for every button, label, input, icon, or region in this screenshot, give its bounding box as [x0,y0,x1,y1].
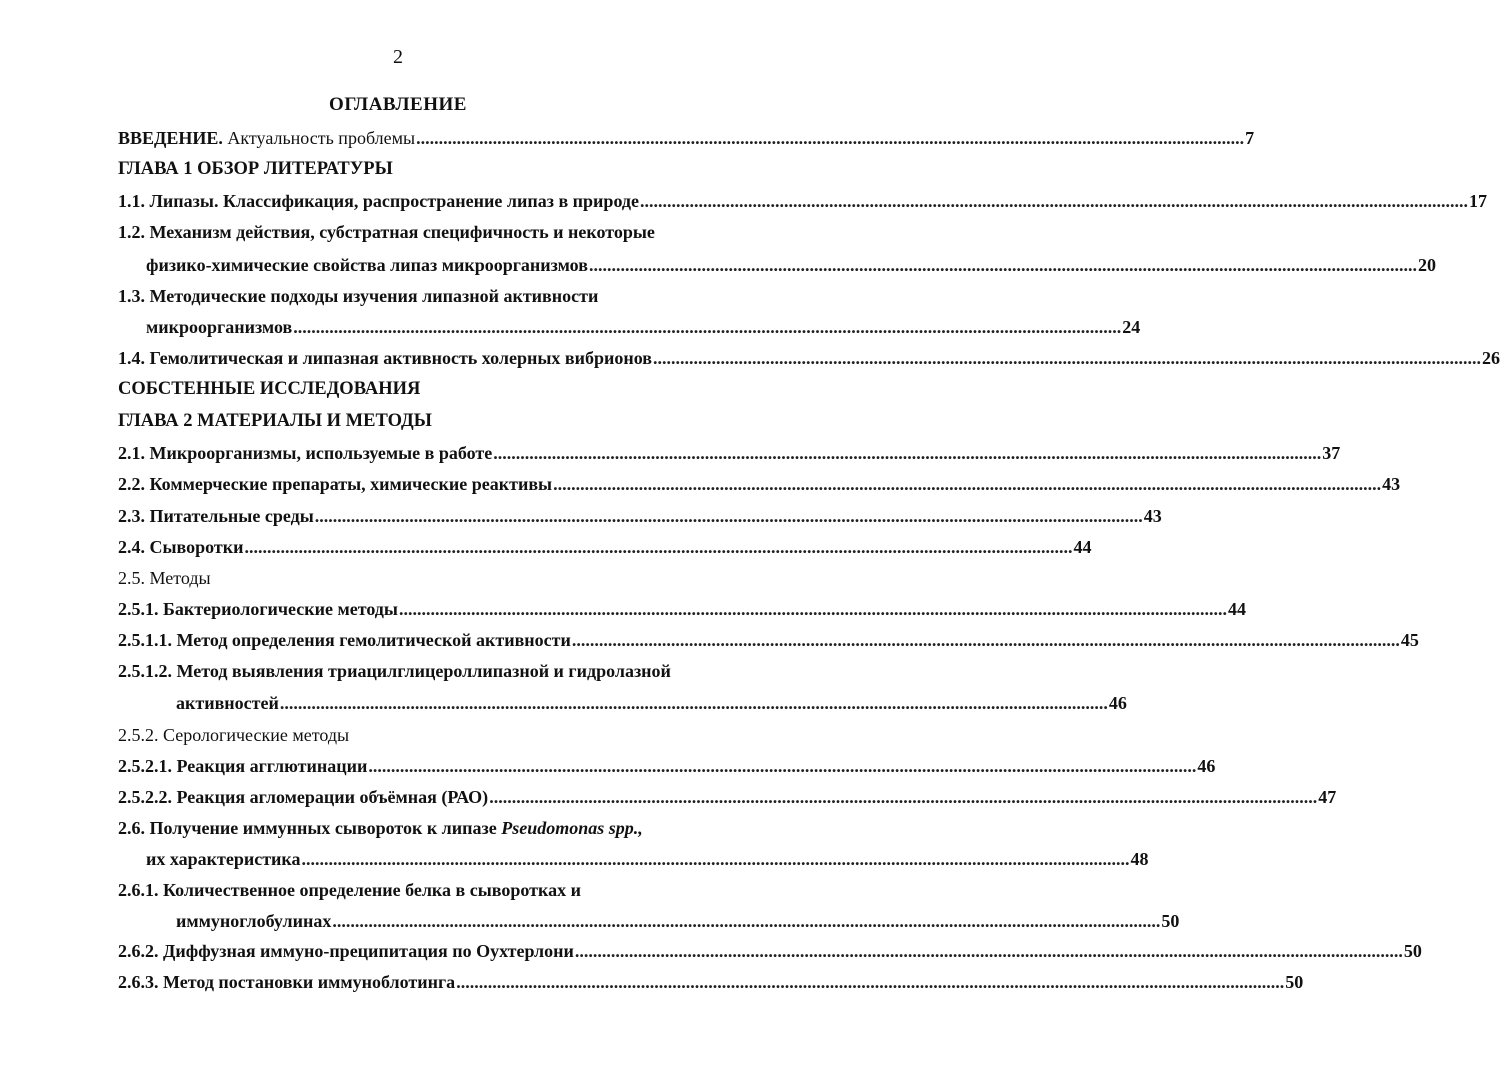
toc-entry-label: 2.3. Питательные среды [118,506,314,526]
dot-leader: ........................................................................................................................................................................................ [279,693,1108,713]
toc-entry-intro [118,125,1255,151]
toc-entry-1-4 [118,345,1500,371]
toc-entry-label: 2.6. Получение иммунных сывороток к липазе [118,818,502,838]
dot-leader: ........................................................................................................................................................................................ [332,911,1161,931]
toc-heading-own-research [118,376,420,402]
toc-entry-1-3-cont [146,314,1141,340]
toc-entry-2-5-2-1 [118,753,1216,779]
toc-entry-label: 2.1. Микроорганизмы, используемые в работе [118,443,493,463]
toc-entry-2-5-2 [118,722,349,748]
toc-entry-label: 2.5.1. Бактериологические методы [118,599,398,619]
dot-leader: ........................................................................................................................................................................................ [493,443,1322,463]
page-number: 2 [393,46,403,68]
toc-entry-label: 2.2. Коммерческие препараты, химические реактивы [118,474,553,494]
toc-page-number: 45 [1400,630,1419,650]
toc-entry-label: 1.3. Методические подходы изучения липазной активности [118,286,599,306]
toc-entry-label: микроорганизмов [146,317,293,337]
toc-entry-1-2 [118,219,655,245]
toc-entry-label: 2.5.2.1. Реакция агглютинации [118,756,368,776]
toc-entry-2-6-1-cont [176,908,1180,934]
toc-page-number: 44 [1227,599,1246,619]
dot-leader: ........................................................................................................................................................................................ [588,255,1417,275]
dot-leader: ........................................................................................................................................................................................ [571,630,1400,650]
toc-entry-label: Актуальность проблемы [222,128,416,148]
toc-entry-label: физико-химические свойства липаз микроорганизмов [146,255,588,275]
toc-entry-1-2-cont [146,252,1436,278]
toc-page-number: 17 [1469,191,1488,211]
toc-entry-label: 2.5. Методы [118,568,211,588]
dot-leader: ........................................................................................................................................................................................ [456,972,1285,992]
toc-entry-label: 2.6.2. Диффузная иммуно-преципитация по Оухтерлони [118,941,574,961]
toc-entry-2-5-2-2 [118,784,1337,810]
toc-entry-2-5-1-1 [118,627,1419,653]
dot-leader: ........................................................................................................................................................................................ [368,756,1197,776]
toc-entry-2-6-cont [146,846,1149,872]
toc-entry-2-5 [118,565,211,591]
toc-page-number: 46 [1197,756,1216,776]
toc-page-number: 48 [1130,849,1149,869]
toc-page-number: 43 [1143,506,1162,526]
toc-title: ОГЛАВЛЕНИЕ [329,94,467,115]
toc-page-number: 50 [1161,911,1180,931]
toc-entry-1-1 [118,188,1488,214]
toc-entry-label: 2.4. Сыворотки [118,537,244,557]
toc-heading-label: ГЛАВА 1 ОБЗОР ЛИТЕРАТУРЫ [118,159,393,179]
toc-entry-2-6-3 [118,969,1304,995]
toc-entry-2-4 [118,534,1092,560]
toc-entry-label: 1.4. Гемолитическая и липазная активность холерных вибрионов [118,348,653,368]
toc-entry-label: 2.5.2. Серологические методы [118,725,350,745]
toc-page-number: 50 [1285,972,1304,992]
dot-leader: ........................................................................................................................................................................................ [640,191,1469,211]
toc-entry-2-6 [118,815,643,841]
toc-page-number: 20 [1417,255,1436,275]
dot-leader: ........................................................................................................................................................................................ [489,787,1318,807]
toc-entry-label: их характеристика [146,849,301,869]
toc-page-number: 26 [1482,348,1500,368]
toc-entry-label: 2.5.1.2. Метод выявления триацилглицероллипазной и гидролазной [118,661,671,681]
toc-page-number: 43 [1382,474,1401,494]
toc-page-number: 47 [1318,787,1337,807]
dot-leader: ........................................................................................................................................................................................ [244,537,1073,557]
toc-entry-2-3 [118,503,1162,529]
toc-page-number: 50 [1403,941,1422,961]
dot-leader: ........................................................................................................................................................................................ [314,506,1143,526]
toc-entry-label: 1.2. Механизм действия, субстратная специфичность и некоторые [118,222,655,242]
dot-leader: ........................................................................................................................................................................................ [398,599,1227,619]
toc-entry-label: 1.1. Липазы. Классификация, распространение липаз в природе [118,191,640,211]
toc-entry-label: 2.6.3. Метод постановки иммуноблотинга [118,972,456,992]
toc-page-number: 37 [1322,443,1341,463]
toc-entry-2-2 [118,471,1401,497]
dot-leader: ........................................................................................................................................................................................ [553,474,1382,494]
toc-entry-label: 2.5.2.2. Реакция агломерации объёмная (РАО) [118,787,489,807]
toc-entry-2-1 [118,440,1341,466]
toc-entry-2-6-2 [118,938,1422,964]
toc-entry-label: ВВЕДЕНИЕ. [118,128,223,148]
dot-leader: ........................................................................................................................................................................................ [574,941,1403,961]
dot-leader: ........................................................................................................................................................................................ [416,128,1245,148]
toc-page-number: 24 [1122,317,1141,337]
toc-entry-label-italic: Pseudomonas spp., [501,818,643,838]
toc-entry-2-5-1 [118,596,1246,622]
toc-heading-ch2 [118,408,432,434]
toc-entry-2-5-1-2-cont [176,690,1127,716]
dot-leader: ........................................................................................................................................................................................ [293,317,1122,337]
dot-leader: ........................................................................................................................................................................................ [301,849,1130,869]
toc-heading-label: СОБСТЕННЫЕ ИССЛЕДОВАНИЯ [118,379,421,399]
toc-page-number: 7 [1245,128,1255,148]
toc-page-number: 46 [1108,693,1127,713]
toc-entry-label: активностей [176,693,279,713]
toc-entry-1-3 [118,283,598,309]
dot-leader: ........................................................................................................................................................................................ [653,348,1482,368]
toc-entry-label: 2.6.1. Количественное определение белка в сыворотках и [118,880,581,900]
toc-entry-2-6-1 [118,877,581,903]
toc-entry-label: 2.5.1.1. Метод определения гемолитической активности [118,630,571,650]
toc-heading-label: ГЛАВА 2 МАТЕРИАЛЫ И МЕТОДЫ [118,411,432,431]
toc-entry-label: иммуноглобулинах [176,911,332,931]
toc-entry-2-5-1-2 [118,658,671,684]
toc-heading-ch1 [118,156,393,182]
toc-page-number: 44 [1073,537,1092,557]
